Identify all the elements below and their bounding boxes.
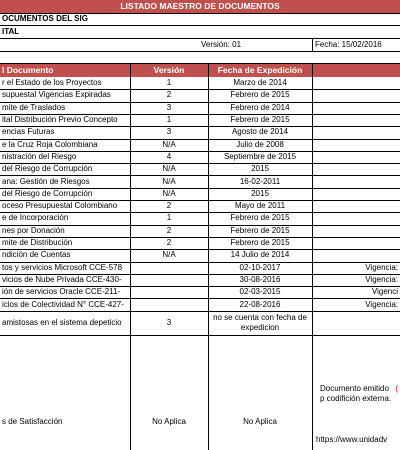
table-row-date: no se cuenta con fecha de expedicion <box>213 313 307 332</box>
sheet-title: LISTADO MAESTRO DE DOCUMENTOS <box>0 0 400 13</box>
column-header-document: l Documento <box>0 64 130 77</box>
table-row-name: tos y servicios Microsoft CCE-578 <box>2 262 123 272</box>
grid-line <box>0 25 400 26</box>
date-label: Fecha: 15/02/2016 <box>315 40 382 49</box>
header-line-1: OCUMENTOS DEL SIG <box>2 14 88 23</box>
table-row-extra <box>312 139 400 151</box>
table-row-date: Febrero de 2015 <box>230 213 290 223</box>
table-row-version: 2 <box>166 225 172 235</box>
table-row-extra <box>312 77 400 89</box>
table-row-version: 2 <box>166 90 172 100</box>
header-line-2: ITAL <box>2 27 20 36</box>
external-doc-note-paren: ( <box>395 384 398 393</box>
table-row-date: 30-08-2016 <box>239 274 281 284</box>
table-row-name: s de Satisfacción <box>2 417 63 426</box>
grid-line <box>208 63 209 450</box>
table-row-date: Febrero de 2015 <box>230 238 290 248</box>
table-row-name: icios de Colectividad N° CCE-427- <box>2 299 124 309</box>
table-row-name: oceso Presupuestal Colombiano <box>2 201 118 211</box>
table-row-name: ana: Gestión de Riesgos <box>2 176 90 186</box>
table-row-name: ndición de Cuentas <box>2 250 71 260</box>
table-row-extra <box>312 200 400 212</box>
table-row-date: 16-02-2011 <box>239 176 281 186</box>
table-row-name: nistración del Riesgo <box>2 151 77 161</box>
table-row-extra <box>312 249 400 261</box>
grid-line <box>0 38 400 39</box>
table-row-date: Febrero de 2015 <box>230 225 290 235</box>
table-row-date: 2015 <box>251 164 269 174</box>
table-row-date: Febrero de 2014 <box>230 102 290 112</box>
table-row-extra <box>312 212 400 224</box>
grid-line <box>312 63 313 450</box>
grid-line <box>0 335 400 336</box>
table-row-name: mite de Traslados <box>2 102 66 112</box>
table-row-date: Marzo de 2014 <box>233 78 287 88</box>
grid-line <box>0 13 400 14</box>
table-row-extra: Vigencia: <box>365 262 398 272</box>
table-row-date: 02-10-2017 <box>239 262 281 272</box>
column-header-date: Fecha de Expedición <box>208 64 312 77</box>
table-row-name: encias Futuras <box>2 127 55 137</box>
table-row-version: 4 <box>166 151 172 161</box>
table-row-extra <box>312 114 400 126</box>
table-row-version: N/A <box>162 250 176 260</box>
table-row-name: amistosas en el sistema depeticio <box>2 318 122 327</box>
table-row-extra <box>312 188 400 200</box>
table-row-name: e la Cruz Roja Colombiana <box>2 139 98 149</box>
grid-line <box>0 63 400 64</box>
table-row-date: 14 Julio de 2014 <box>230 250 290 260</box>
grid-line <box>0 51 400 52</box>
table-row-version: 2 <box>166 201 172 211</box>
table-row-version: No Aplica <box>152 417 186 426</box>
table-row-version: N/A <box>162 139 176 149</box>
table-row-extra <box>312 175 400 187</box>
table-row-date: Mayo de 2011 <box>234 201 286 211</box>
table-row-version: 2 <box>166 238 172 248</box>
table-row-version: 3 <box>166 102 172 112</box>
table-row-name: ión de servicios Oracle CCE-211- <box>2 287 121 297</box>
table-row-name: del Riesgo de Corrupción <box>2 188 93 198</box>
table-row-version <box>130 286 208 298</box>
table-row-name: mite de Distribución <box>2 238 73 248</box>
table-row-version: N/A <box>162 176 176 186</box>
table-row-extra <box>312 89 400 101</box>
table-row-version <box>130 274 208 286</box>
table-row-date: No Aplica <box>243 417 277 426</box>
table-row-extra <box>312 225 400 237</box>
table-row-name: r el Estado de los Proyectos <box>2 78 102 88</box>
grid-line <box>312 38 313 51</box>
table-row-name: vicios de Nube Privada CCE-430- <box>2 274 122 284</box>
table-row-name: supuestal Vigencias Expiradas <box>2 90 111 100</box>
table-row-version: 1 <box>166 213 172 223</box>
table-row-extra <box>312 237 400 249</box>
table-row-extra <box>312 163 400 175</box>
table-row-extra <box>312 126 400 138</box>
table-row-extra: Vigencia: <box>365 274 398 284</box>
table-row-date: 2015 <box>251 188 269 198</box>
table-row-version <box>130 262 208 274</box>
column-header-extra <box>312 64 400 77</box>
grid-line <box>0 311 400 312</box>
table-row-date: 02-03-2015 <box>239 287 281 297</box>
table-row-extra <box>312 151 400 163</box>
external-doc-link[interactable]: https://www.unidadv <box>316 435 388 444</box>
table-row-version: N/A <box>162 164 176 174</box>
table-row-date: Febrero de 2015 <box>230 90 290 100</box>
version-label: Versión: 01 <box>200 40 242 49</box>
table-row-date: Septiembre de 2015 <box>223 151 297 161</box>
grid-line <box>130 63 131 450</box>
table-row-version: 1 <box>166 78 172 88</box>
table-row-version: N/A <box>162 188 176 198</box>
external-doc-note-text: Documento emitido p codifición externa. <box>320 384 392 403</box>
table-row-extra: Vigencia: <box>365 299 398 309</box>
table-row-version: 1 <box>166 115 172 125</box>
table-row-date: Agosto de 2014 <box>231 127 289 137</box>
table-row-name: nes por Donación <box>2 225 65 235</box>
table-row-name: del Riesgo de Corrupción <box>2 164 93 174</box>
table-row-extra: Vigenci <box>371 287 398 297</box>
table-row-name: ital Distribución Previo Concepto <box>2 115 118 125</box>
table-row-date: Febrero de 2015 <box>230 115 290 125</box>
table-row-extra <box>312 102 400 114</box>
table-row-version: 3 <box>166 127 172 137</box>
table-row-date: 22-08-2016 <box>239 299 281 309</box>
table-row-date: Julio de 2008 <box>236 139 284 149</box>
table-row-version: 3 <box>166 318 172 327</box>
table-row-version <box>130 298 208 310</box>
table-row-name: e de Incorporación <box>2 213 69 223</box>
column-header-version: Versión <box>130 64 208 77</box>
external-doc-note <box>318 384 400 416</box>
